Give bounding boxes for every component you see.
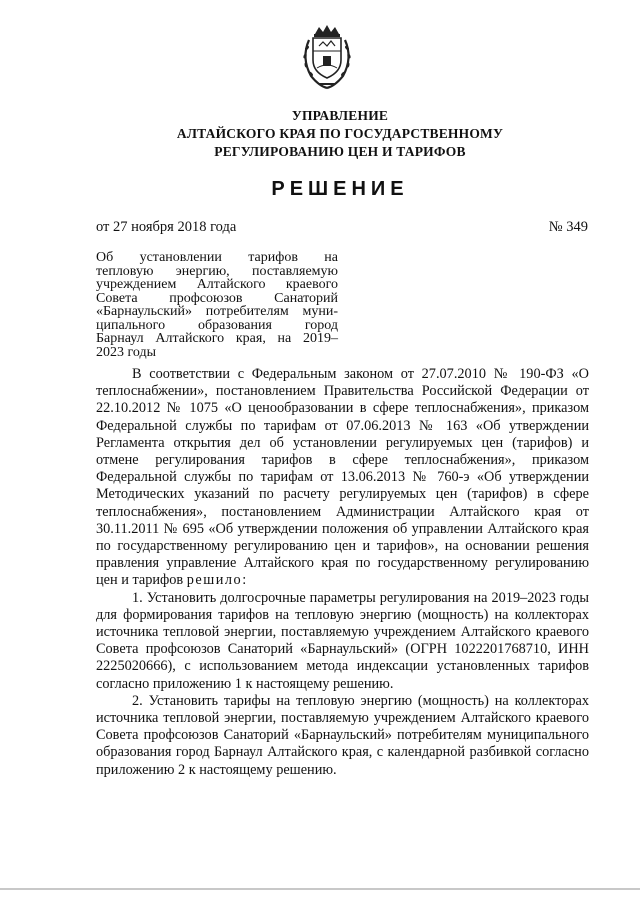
organization-name-line-2: АЛТАЙСКОГО КРАЯ ПО ГОСУДАРСТВЕННОМУ — [176, 126, 504, 141]
document-date: от 27 ноября 2018 года — [96, 219, 237, 235]
subject-line: 2023 годы — [96, 344, 157, 360]
subject-line: Барнаул Алтайского края, на 2019– — [96, 331, 338, 346]
organization-name-line-3: РЕГУЛИРОВАНИЮ ЦЕН И ТАРИФОВ — [214, 144, 466, 159]
preamble-text: В соответствии с Федеральным законом от 27.07.2010 № 190-ФЗ «О теплоснабжении», постановлением Правительства Российской Федерации от 22.10.2012 № 1075 «О ценообразовании в сфере теплоснабжения», приказом Федеральной службы по тарифам от 07.06.2013 № 163 «Об утверждении Регламента открытия дел об установлении регулируемых цен (тарифов) и отмене регулирования тарифов в сфере теплоснабжения», приказом Федеральной службы по тарифам от 13.06.2013 № 760-э «Об утверждении Методических указаний по расчету регулируемых цен (тарифов) в сфере теплоснабжения», постановлением Администрации Алтайского края от 30.11.2011 № 695 «Об утверждении положения об управлении Алтайского края по государственному регулированию цен и тарифов», на основании решения правления управление Алтайского края по государственному регулированию цен и тарифов — [96, 366, 589, 589]
decision-item-2: 2. Установить тарифы на тепловую энергию (мощность) на коллекторах источника тепловой энергии, поставляемую учреждением Алтайского краевого Совета профсоюзов Санаторий «Барнаульский» потребителям муниципального образования город Барнаул Алтайского края, с календарной разбивкой согласно приложению 2 к настоящему решению. — [96, 692, 589, 778]
coat-of-arms-icon — [297, 24, 357, 92]
subject-line: «Барнаульский» потребителям муни- — [96, 304, 338, 319]
subject-line: Совета профсоюзов Санаторий — [96, 290, 338, 306]
decision-colon: : — [242, 572, 247, 589]
document-subject — [96, 251, 338, 359]
document-body — [96, 366, 589, 779]
decision-item-1: 1. Установить долгосрочные параметры регулирования на 2019–2023 годы для формирования тарифов на тепловую энергию (мощность) на коллекторах источника тепловой энергии, поставляемую учреждением Алтайского краевого Совета профсоюзов Санаторий «Барнаульский» (ОГРН 1022201768710, ИНН 2225020666), с использованием метода индексации установленных тарифов согласно приложению 1 к настоящему решению. — [96, 589, 589, 692]
preamble-paragraph — [96, 366, 589, 590]
subject-line: тепловую энергию, поставляемую — [96, 263, 338, 279]
decision-word: решило — [186, 572, 243, 589]
organization-name-line-1: УПРАВЛЕНИЕ — [291, 108, 389, 123]
document-number: № 349 — [548, 219, 588, 235]
subject-line: учреждением Алтайского краевого — [96, 277, 338, 292]
document-title: РЕШЕНИЕ — [271, 178, 409, 200]
subject-line: Об установлении тарифов на — [96, 250, 338, 265]
subject-line: ципального образования город — [96, 317, 338, 333]
page-bottom-edge — [0, 888, 640, 890]
